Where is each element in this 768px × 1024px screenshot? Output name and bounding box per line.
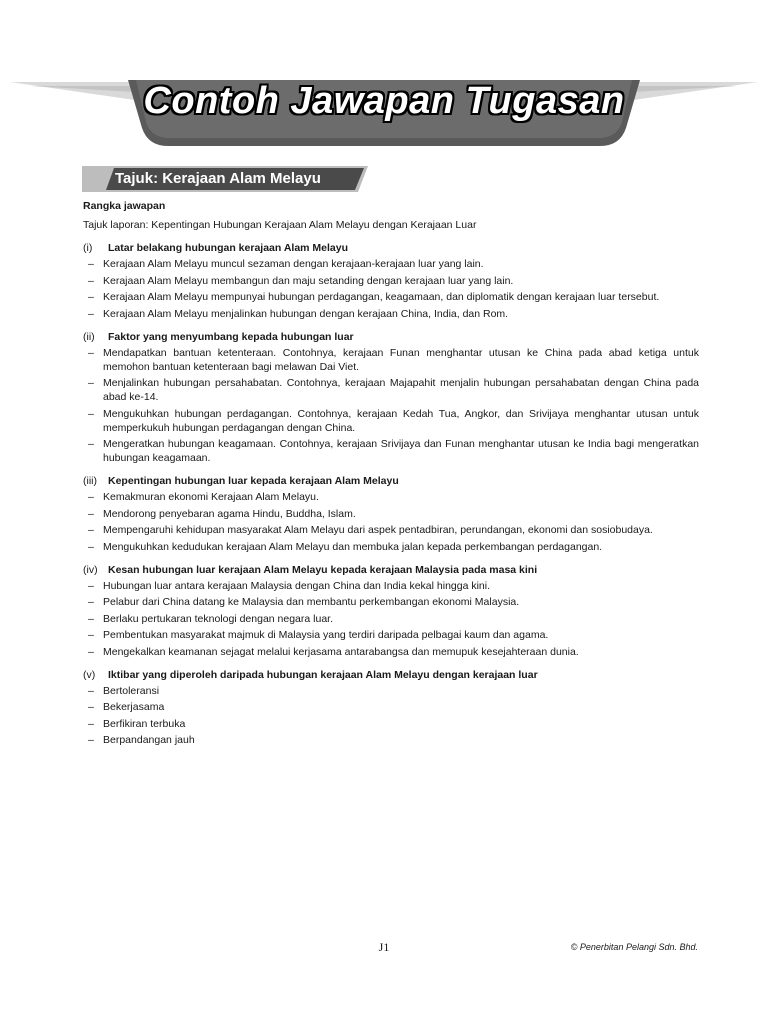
dash-bullet: – [88,258,94,270]
list-item [83,346,699,374]
list-item-text: Pelabur dari China datang ke Malaysia dan membantu perkembangan ekonomi Malaysia. [103,596,520,608]
section-heading [83,668,699,682]
sections-list [83,241,699,747]
answer-section [83,474,699,554]
tajuk-title: Tajuk: Kerajaan Alam Melayu [115,170,321,187]
list-item-text: Kerajaan Alam Melayu membangun dan maju setanding dengan kerajaan luar yang lain. [103,274,514,287]
list-item [83,290,699,304]
section-number: (i) [83,242,93,254]
list-item [83,612,699,626]
dash-bullet: – [88,377,94,389]
section-number: (v) [83,668,96,681]
list-item [83,523,699,537]
answer-content [83,199,699,750]
list-item-text: Mengukuhkan hubungan perdagangan. Contohnya, kerajaan Kedah Tua, Angkor, dan Srivijaya menghantar utusan untuk memperkukuh hubungan perdagangan dengan China. [103,407,699,434]
section-heading [83,241,699,255]
list-item [83,540,699,554]
list-item [83,595,699,609]
list-item [83,579,699,593]
banner-title: Contoh Jawapan Tugasan [143,80,625,122]
section-heading [83,474,699,488]
answer-section [83,330,699,466]
dash-bullet: – [88,701,94,713]
dash-bullet: – [88,596,94,608]
list-item [83,274,699,288]
list-item-text: Berfikiran terbuka [103,717,186,730]
section-items [83,346,699,466]
list-item [83,257,699,271]
dash-bullet: – [88,734,94,746]
list-item-text: Mendapatkan bantuan ketenteraan. Contohnya, kerajaan Funan menghantar utusan ke China pada abad ketiga untuk memohon bantuan ketenteraan bagi melawan Dai Viet. [103,346,699,373]
answer-section [83,563,699,659]
list-item [83,700,699,714]
list-item [83,507,699,521]
section-title: Latar belakang hubungan kerajaan Alam Melayu [108,242,349,254]
section-items [83,579,699,659]
list-item-text: Kerajaan Alam Melayu menjalinkan hubungan dengan kerajaan China, India, dan Rom. [103,307,509,320]
list-item-text: Hubungan luar antara kerajaan Malaysia dengan China dan India kekal hingga kini. [103,579,491,592]
list-item-text: Kerajaan Alam Melayu mempunyai hubungan perdagangan, keagamaan, dan diplomatik dengan kerajaan luar tersebut. [103,291,660,303]
list-item-text: Bertoleransi [103,684,160,697]
dash-bullet: – [88,346,94,359]
dash-bullet: – [88,684,94,697]
section-title: Iktibar yang diperoleh daripada hubungan kerajaan Alam Melayu dengan kerajaan luar [108,668,538,681]
list-item-text: Mendorong penyebaran agama Hindu, Buddha, Islam. [103,507,356,520]
section-title: Kesan hubungan luar kerajaan Alam Melayu kepada kerajaan Malaysia pada masa kini [108,563,538,576]
page-number: J1 [378,940,390,954]
list-item-text: Mengukuhkan kedudukan kerajaan Alam Melayu dan membuka jalan kepada perkembangan perdagangan. [103,540,603,553]
section-heading [83,330,699,344]
copyright-text: © Penerbitan Pelangi Sdn. Bhd. [570,942,698,952]
section-title: Faktor yang menyumbang kepada hubungan luar [108,330,354,343]
dash-bullet: – [88,612,94,625]
list-item-text: Bekerjasama [103,701,165,713]
section-items [83,684,699,748]
dash-bullet: – [88,274,94,287]
list-item [83,717,699,731]
list-item-text: Menjalinkan hubungan persahabatan. Contohnya, kerajaan Majapahit menjalin hubungan persahabatan dengan China pada abad ke-14. [103,377,699,403]
section-items [83,257,699,321]
list-item [83,645,699,659]
dash-bullet: – [88,540,94,553]
section-heading [83,563,699,577]
list-item [83,628,699,642]
dash-bullet: – [88,645,94,658]
answer-section [83,668,699,748]
list-item-text: Berpandangan jauh [103,734,195,746]
list-item [83,376,699,404]
list-item-text: Kerajaan Alam Melayu muncul sezaman dengan kerajaan-kerajaan luar yang lain. [103,258,484,270]
section-number: (ii) [83,330,95,343]
answer-section [83,241,699,321]
section-number: (iv) [83,563,98,576]
list-item [83,490,699,504]
dash-bullet: – [88,717,94,730]
rangka-label: Rangka jawapan [83,200,166,212]
list-item [83,307,699,321]
list-item-text: Mempengaruhi kehidupan masyarakat Alam Melayu dari aspek pentadbiran, perundangan, ekonomi dan sosiobudaya. [103,524,653,536]
list-item-text: Pembentukan masyarakat majmuk di Malaysia yang terdiri daripada pelbagai kaum dan agama. [103,629,549,641]
section-items [83,490,699,554]
dash-bullet: – [88,291,94,303]
dash-bullet: – [88,629,94,641]
section-number: (iii) [83,475,97,487]
section-title: Kepentingan hubungan luar kepada kerajaan Alam Melayu [108,475,399,487]
dash-bullet: – [88,438,94,450]
dash-bullet: – [88,579,94,592]
list-item [83,437,699,465]
list-item [83,407,699,435]
dash-bullet: – [88,524,94,536]
dash-bullet: – [88,507,94,520]
dash-bullet: – [88,491,94,503]
dash-bullet: – [88,307,94,320]
list-item-text: Berlaku pertukaran teknologi dengan negara luar. [103,612,333,625]
tajuk-laporan: Tajuk laporan: Kepentingan Hubungan Kerajaan Alam Melayu dengan Kerajaan Luar [83,219,477,231]
dash-bullet: – [88,407,94,420]
list-item-text: Mengeratkan hubungan keagamaan. Contohnya, kerajaan Srivijaya dan Funan menghantar utusan ke India bagi mengeratkan hubungan keagamaan. [103,438,699,464]
list-item-text: Mengekalkan keamanan sejagat melalui kerjasama antarabangsa dan memupuk kesejahteraan dunia. [103,645,579,658]
list-item [83,733,699,747]
list-item [83,684,699,698]
list-item-text: Kemakmuran ekonomi Kerajaan Alam Melayu. [103,491,319,503]
